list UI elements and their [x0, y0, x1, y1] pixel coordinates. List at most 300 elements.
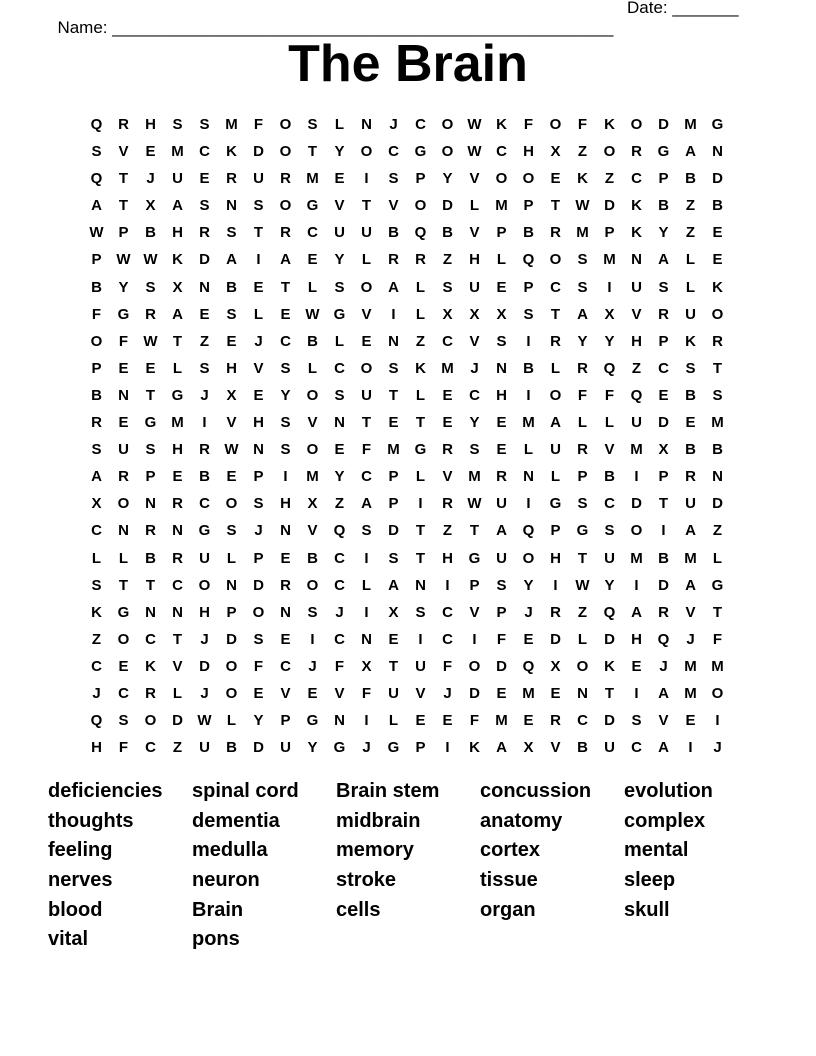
- grid-letter[interactable]: B: [685, 386, 696, 404]
- grid-letter[interactable]: V: [631, 305, 642, 323]
- grid-letter[interactable]: N: [712, 468, 723, 486]
- grid-letter[interactable]: A: [280, 251, 291, 269]
- grid-letter[interactable]: R: [118, 116, 129, 133]
- grid-letter[interactable]: U: [361, 386, 372, 404]
- grid-letter[interactable]: C: [658, 359, 669, 377]
- grid-letter[interactable]: S: [280, 359, 291, 377]
- grid-letter[interactable]: I: [202, 414, 207, 432]
- grid-letter[interactable]: X: [307, 495, 318, 513]
- grid-letter[interactable]: I: [310, 630, 315, 648]
- grid-letter[interactable]: H: [469, 251, 480, 269]
- grid-letter[interactable]: J: [443, 684, 452, 702]
- grid-letter[interactable]: C: [91, 522, 102, 540]
- grid-letter[interactable]: A: [226, 251, 237, 269]
- grid-letter[interactable]: G: [333, 739, 346, 757]
- grid-letter[interactable]: E: [523, 630, 534, 648]
- grid-letter[interactable]: G: [117, 603, 130, 621]
- grid-letter[interactable]: Z: [442, 522, 453, 540]
- grid-letter[interactable]: O: [225, 495, 238, 513]
- grid-letter[interactable]: Y: [604, 576, 615, 594]
- grid-letter[interactable]: S: [388, 549, 399, 567]
- grid-letter[interactable]: E: [172, 468, 183, 486]
- grid-letter[interactable]: B: [712, 441, 723, 459]
- grid-letter[interactable]: E: [442, 414, 453, 432]
- grid-letter[interactable]: T: [145, 576, 156, 594]
- grid-letter[interactable]: N: [415, 576, 426, 594]
- grid-letter[interactable]: S: [199, 359, 210, 377]
- grid-letter[interactable]: S: [226, 522, 237, 540]
- grid-letter[interactable]: G: [657, 143, 670, 161]
- grid-letter[interactable]: C: [631, 170, 642, 188]
- grid-letter[interactable]: S: [145, 441, 156, 459]
- grid-letter[interactable]: Z: [577, 603, 588, 621]
- grid-letter[interactable]: J: [308, 657, 317, 675]
- grid-letter[interactable]: R: [280, 170, 291, 188]
- grid-letter[interactable]: X: [550, 143, 561, 161]
- grid-letter[interactable]: K: [577, 170, 588, 188]
- grid-letter[interactable]: U: [550, 441, 561, 459]
- grid-letter[interactable]: S: [577, 495, 588, 513]
- grid-letter[interactable]: U: [199, 549, 210, 567]
- grid-letter[interactable]: E: [253, 684, 264, 702]
- grid-letter[interactable]: I: [526, 495, 531, 513]
- grid-letter[interactable]: T: [604, 684, 615, 702]
- grid-letter[interactable]: U: [469, 278, 480, 296]
- grid-letter[interactable]: E: [334, 441, 345, 459]
- grid-letter[interactable]: Z: [442, 251, 453, 269]
- grid-letter[interactable]: P: [496, 224, 507, 242]
- grid-letter[interactable]: I: [418, 495, 423, 513]
- grid-letter[interactable]: G: [549, 495, 562, 513]
- grid-letter[interactable]: G: [711, 576, 724, 594]
- grid-letter[interactable]: Q: [522, 251, 535, 269]
- grid-letter[interactable]: B: [523, 359, 534, 377]
- grid-letter[interactable]: Q: [90, 712, 103, 730]
- grid-letter[interactable]: O: [306, 576, 319, 594]
- grid-letter[interactable]: O: [360, 359, 373, 377]
- grid-letter[interactable]: O: [117, 495, 130, 513]
- grid-letter[interactable]: O: [495, 170, 508, 188]
- grid-letter[interactable]: I: [634, 684, 639, 702]
- grid-letter[interactable]: C: [631, 739, 642, 757]
- grid-letter[interactable]: S: [685, 359, 696, 377]
- grid-letter[interactable]: F: [253, 657, 264, 675]
- grid-letter[interactable]: X: [550, 657, 561, 675]
- grid-letter[interactable]: E: [199, 305, 210, 323]
- grid-letter[interactable]: B: [307, 332, 318, 350]
- grid-letter[interactable]: L: [307, 278, 318, 296]
- grid-letter[interactable]: G: [306, 197, 319, 215]
- grid-letter[interactable]: W: [575, 576, 590, 594]
- grid-letter[interactable]: S: [361, 522, 372, 540]
- grid-letter[interactable]: F: [253, 116, 264, 133]
- grid-letter[interactable]: I: [634, 468, 639, 486]
- grid-letter[interactable]: X: [469, 305, 480, 323]
- grid-letter[interactable]: S: [442, 278, 453, 296]
- grid-letter[interactable]: X: [361, 657, 372, 675]
- grid-letter[interactable]: A: [388, 576, 399, 594]
- grid-letter[interactable]: J: [389, 116, 398, 133]
- grid-letter[interactable]: M: [684, 549, 697, 567]
- grid-letter[interactable]: U: [685, 305, 696, 323]
- grid-letter[interactable]: Q: [657, 630, 670, 648]
- grid-letter[interactable]: R: [550, 603, 561, 621]
- grid-letter[interactable]: C: [577, 712, 588, 730]
- grid-letter[interactable]: C: [145, 739, 156, 757]
- grid-letter[interactable]: N: [280, 522, 291, 540]
- grid-letter[interactable]: Z: [199, 332, 210, 350]
- grid-letter[interactable]: H: [550, 549, 561, 567]
- grid-letter[interactable]: E: [145, 359, 156, 377]
- grid-letter[interactable]: C: [334, 630, 345, 648]
- grid-letter[interactable]: Y: [118, 278, 129, 296]
- grid-letter[interactable]: S: [145, 278, 156, 296]
- grid-letter[interactable]: G: [711, 116, 724, 133]
- grid-letter[interactable]: E: [361, 332, 372, 350]
- grid-letter[interactable]: N: [172, 522, 183, 540]
- grid-letter[interactable]: H: [280, 495, 291, 513]
- grid-letter[interactable]: I: [526, 332, 531, 350]
- grid-letter[interactable]: Z: [577, 143, 588, 161]
- grid-letter[interactable]: T: [361, 414, 372, 432]
- grid-letter[interactable]: Y: [658, 224, 669, 242]
- grid-letter[interactable]: Q: [414, 224, 427, 242]
- grid-letter[interactable]: E: [118, 657, 129, 675]
- grid-letter[interactable]: V: [172, 657, 183, 675]
- date-field[interactable]: Date: _______: [627, 0, 739, 17]
- grid-letter[interactable]: M: [441, 359, 454, 377]
- grid-letter[interactable]: B: [199, 468, 210, 486]
- grid-letter[interactable]: D: [658, 576, 669, 594]
- grid-letter[interactable]: R: [658, 305, 669, 323]
- grid-letter[interactable]: R: [631, 143, 642, 161]
- grid-letter[interactable]: E: [496, 441, 507, 459]
- grid-letter[interactable]: N: [226, 197, 237, 215]
- grid-letter[interactable]: I: [364, 549, 369, 567]
- grid-letter[interactable]: K: [226, 143, 237, 161]
- grid-letter[interactable]: F: [523, 116, 534, 133]
- grid-letter[interactable]: U: [496, 495, 507, 513]
- grid-letter[interactable]: J: [200, 684, 209, 702]
- grid-letter[interactable]: O: [117, 630, 130, 648]
- grid-letter[interactable]: P: [496, 603, 507, 621]
- grid-letter[interactable]: R: [577, 441, 588, 459]
- grid-letter[interactable]: B: [226, 278, 237, 296]
- grid-letter[interactable]: N: [145, 603, 156, 621]
- grid-letter[interactable]: E: [658, 386, 669, 404]
- grid-letter[interactable]: X: [604, 305, 615, 323]
- grid-letter[interactable]: R: [712, 332, 723, 350]
- grid-letter[interactable]: E: [307, 684, 318, 702]
- grid-letter[interactable]: F: [442, 657, 453, 675]
- grid-letter[interactable]: E: [496, 414, 507, 432]
- grid-letter[interactable]: D: [226, 630, 237, 648]
- grid-letter[interactable]: M: [495, 712, 508, 730]
- grid-letter[interactable]: T: [415, 414, 426, 432]
- grid-letter[interactable]: I: [283, 468, 288, 486]
- grid-letter[interactable]: E: [388, 414, 399, 432]
- grid-letter[interactable]: V: [442, 468, 453, 486]
- grid-letter[interactable]: M: [306, 170, 319, 188]
- grid-letter[interactable]: A: [685, 143, 696, 161]
- grid-letter[interactable]: S: [253, 197, 264, 215]
- grid-letter[interactable]: I: [715, 712, 720, 730]
- grid-letter[interactable]: E: [253, 278, 264, 296]
- grid-letter[interactable]: C: [361, 468, 372, 486]
- grid-letter[interactable]: S: [91, 576, 102, 594]
- grid-letter[interactable]: Y: [307, 739, 318, 757]
- grid-letter[interactable]: J: [200, 630, 209, 648]
- grid-letter[interactable]: Z: [685, 197, 696, 215]
- grid-letter[interactable]: X: [496, 305, 507, 323]
- grid-letter[interactable]: R: [442, 441, 453, 459]
- grid-letter[interactable]: R: [145, 305, 156, 323]
- grid-letter[interactable]: T: [577, 549, 588, 567]
- grid-letter[interactable]: C: [280, 657, 291, 675]
- grid-letter[interactable]: S: [307, 116, 318, 133]
- grid-letter[interactable]: Y: [334, 143, 345, 161]
- grid-letter[interactable]: Y: [334, 468, 345, 486]
- grid-letter[interactable]: I: [634, 576, 639, 594]
- grid-letter[interactable]: E: [496, 684, 507, 702]
- grid-letter[interactable]: F: [577, 116, 588, 133]
- grid-letter[interactable]: A: [361, 495, 372, 513]
- grid-letter[interactable]: V: [469, 332, 480, 350]
- grid-letter[interactable]: T: [712, 359, 723, 377]
- grid-letter[interactable]: O: [198, 576, 211, 594]
- grid-letter[interactable]: R: [91, 414, 102, 432]
- grid-letter[interactable]: T: [469, 522, 480, 540]
- grid-letter[interactable]: S: [496, 332, 507, 350]
- grid-letter[interactable]: T: [172, 630, 183, 648]
- grid-letter[interactable]: S: [388, 359, 399, 377]
- grid-letter[interactable]: N: [631, 251, 642, 269]
- grid-letter[interactable]: R: [172, 495, 183, 513]
- grid-letter[interactable]: E: [496, 278, 507, 296]
- grid-letter[interactable]: V: [334, 684, 345, 702]
- grid-letter[interactable]: N: [280, 603, 291, 621]
- grid-letter[interactable]: V: [253, 359, 264, 377]
- grid-letter[interactable]: S: [91, 441, 102, 459]
- grid-letter[interactable]: J: [470, 359, 479, 377]
- grid-letter[interactable]: T: [658, 495, 669, 513]
- grid-letter[interactable]: W: [197, 712, 212, 730]
- grid-letter[interactable]: W: [116, 251, 131, 269]
- grid-letter[interactable]: O: [279, 143, 292, 161]
- grid-letter[interactable]: N: [712, 143, 723, 161]
- grid-letter[interactable]: Q: [522, 522, 535, 540]
- grid-letter[interactable]: I: [526, 386, 531, 404]
- grid-letter[interactable]: O: [360, 278, 373, 296]
- grid-letter[interactable]: N: [253, 441, 264, 459]
- grid-letter[interactable]: D: [604, 197, 615, 215]
- grid-letter[interactable]: S: [118, 712, 129, 730]
- grid-letter[interactable]: S: [577, 278, 588, 296]
- grid-letter[interactable]: M: [711, 414, 724, 432]
- grid-letter[interactable]: J: [92, 684, 101, 702]
- grid-letter[interactable]: N: [118, 522, 129, 540]
- grid-letter[interactable]: E: [334, 170, 345, 188]
- grid-letter[interactable]: R: [145, 522, 156, 540]
- grid-letter[interactable]: B: [145, 549, 156, 567]
- grid-letter[interactable]: L: [496, 251, 507, 269]
- grid-letter[interactable]: P: [253, 468, 264, 486]
- grid-letter[interactable]: C: [91, 657, 102, 675]
- grid-letter[interactable]: I: [661, 522, 666, 540]
- grid-letter[interactable]: C: [415, 116, 426, 133]
- grid-letter[interactable]: N: [199, 278, 210, 296]
- grid-letter[interactable]: D: [604, 630, 615, 648]
- grid-letter[interactable]: S: [253, 630, 264, 648]
- grid-letter[interactable]: P: [388, 495, 399, 513]
- grid-letter[interactable]: F: [604, 386, 615, 404]
- grid-letter[interactable]: Q: [603, 359, 616, 377]
- grid-letter[interactable]: M: [468, 468, 481, 486]
- grid-letter[interactable]: S: [172, 116, 183, 133]
- grid-letter[interactable]: H: [631, 332, 642, 350]
- grid-letter[interactable]: H: [226, 359, 237, 377]
- grid-letter[interactable]: U: [280, 739, 291, 757]
- grid-letter[interactable]: C: [604, 495, 615, 513]
- name-field[interactable]: Name: _____________________________________________________: [57, 18, 614, 37]
- grid-letter[interactable]: C: [334, 359, 345, 377]
- grid-letter[interactable]: T: [118, 576, 129, 594]
- grid-letter[interactable]: F: [361, 684, 372, 702]
- grid-letter[interactable]: X: [91, 495, 102, 513]
- grid-letter[interactable]: L: [388, 712, 399, 730]
- grid-letter[interactable]: B: [442, 224, 453, 242]
- grid-letter[interactable]: L: [415, 278, 426, 296]
- grid-letter[interactable]: A: [658, 684, 669, 702]
- grid-letter[interactable]: N: [523, 468, 534, 486]
- grid-letter[interactable]: X: [145, 197, 156, 215]
- grid-letter[interactable]: S: [226, 224, 237, 242]
- grid-letter[interactable]: R: [658, 603, 669, 621]
- grid-letter[interactable]: P: [118, 224, 129, 242]
- grid-letter[interactable]: I: [607, 278, 612, 296]
- grid-letter[interactable]: O: [225, 657, 238, 675]
- grid-letter[interactable]: V: [118, 143, 129, 161]
- grid-letter[interactable]: P: [469, 576, 480, 594]
- grid-letter[interactable]: G: [576, 522, 589, 540]
- grid-letter[interactable]: P: [658, 170, 669, 188]
- grid-letter[interactable]: O: [576, 657, 589, 675]
- grid-letter[interactable]: M: [684, 657, 697, 675]
- grid-letter[interactable]: U: [388, 684, 399, 702]
- grid-letter[interactable]: L: [172, 684, 183, 702]
- grid-letter[interactable]: T: [415, 549, 426, 567]
- grid-letter[interactable]: S: [712, 386, 723, 404]
- grid-letter[interactable]: E: [118, 359, 129, 377]
- grid-letter[interactable]: D: [442, 197, 453, 215]
- grid-letter[interactable]: N: [226, 576, 237, 594]
- grid-letter[interactable]: K: [496, 116, 507, 133]
- grid-letter[interactable]: O: [549, 116, 562, 133]
- grid-letter[interactable]: E: [685, 712, 696, 730]
- grid-letter[interactable]: H: [496, 386, 507, 404]
- grid-letter[interactable]: Z: [415, 332, 426, 350]
- grid-letter[interactable]: N: [334, 712, 345, 730]
- grid-letter[interactable]: U: [199, 739, 210, 757]
- grid-letter[interactable]: S: [577, 251, 588, 269]
- grid-letter[interactable]: N: [496, 359, 507, 377]
- grid-letter[interactable]: U: [631, 414, 642, 432]
- grid-letter[interactable]: S: [199, 197, 210, 215]
- grid-letter[interactable]: T: [145, 386, 156, 404]
- grid-letter[interactable]: U: [118, 441, 129, 459]
- grid-letter[interactable]: J: [335, 603, 344, 621]
- grid-letter[interactable]: L: [361, 251, 372, 269]
- grid-letter[interactable]: B: [226, 739, 237, 757]
- grid-letter[interactable]: L: [253, 305, 264, 323]
- grid-letter[interactable]: J: [524, 603, 533, 621]
- grid-letter[interactable]: D: [712, 495, 723, 513]
- grid-letter[interactable]: O: [252, 603, 265, 621]
- grid-letter[interactable]: I: [364, 603, 369, 621]
- grid-letter[interactable]: B: [658, 549, 669, 567]
- grid-letter[interactable]: L: [604, 414, 615, 432]
- grid-letter[interactable]: B: [388, 224, 399, 242]
- grid-letter[interactable]: V: [469, 170, 480, 188]
- grid-letter[interactable]: P: [91, 359, 102, 377]
- grid-letter[interactable]: S: [631, 712, 642, 730]
- grid-letter[interactable]: G: [144, 414, 157, 432]
- grid-letter[interactable]: C: [307, 224, 318, 242]
- grid-letter[interactable]: G: [171, 386, 184, 404]
- grid-letter[interactable]: W: [143, 251, 158, 269]
- grid-letter[interactable]: P: [523, 197, 534, 215]
- grid-letter[interactable]: L: [415, 468, 426, 486]
- grid-letter[interactable]: A: [658, 251, 669, 269]
- grid-letter[interactable]: L: [91, 549, 102, 567]
- grid-letter[interactable]: O: [441, 116, 454, 133]
- grid-letter[interactable]: R: [685, 468, 696, 486]
- grid-letter[interactable]: G: [333, 305, 346, 323]
- grid-letter[interactable]: F: [577, 386, 588, 404]
- grid-letter[interactable]: I: [445, 739, 450, 757]
- grid-letter[interactable]: Q: [333, 522, 346, 540]
- grid-letter[interactable]: Q: [90, 170, 103, 188]
- grid-letter[interactable]: B: [91, 278, 102, 296]
- grid-letter[interactable]: E: [550, 170, 561, 188]
- grid-letter[interactable]: P: [523, 278, 534, 296]
- grid-letter[interactable]: H: [145, 116, 156, 133]
- grid-letter[interactable]: N: [577, 684, 588, 702]
- grid-letter[interactable]: D: [253, 739, 264, 757]
- grid-letter[interactable]: P: [604, 224, 615, 242]
- grid-letter[interactable]: M: [522, 684, 535, 702]
- grid-letter[interactable]: O: [522, 549, 535, 567]
- grid-letter[interactable]: Y: [280, 386, 291, 404]
- grid-letter[interactable]: D: [199, 657, 210, 675]
- grid-letter[interactable]: O: [603, 143, 616, 161]
- grid-letter[interactable]: J: [362, 739, 371, 757]
- grid-letter[interactable]: W: [305, 305, 320, 323]
- grid-letter[interactable]: E: [226, 332, 237, 350]
- grid-letter[interactable]: I: [553, 576, 558, 594]
- grid-letter[interactable]: T: [118, 197, 129, 215]
- grid-letter[interactable]: C: [442, 630, 453, 648]
- grid-letter[interactable]: W: [467, 495, 482, 513]
- grid-letter[interactable]: S: [334, 278, 345, 296]
- grid-letter[interactable]: R: [226, 170, 237, 188]
- grid-letter[interactable]: X: [523, 739, 534, 757]
- grid-letter[interactable]: D: [631, 495, 642, 513]
- grid-letter[interactable]: B: [91, 386, 102, 404]
- grid-letter[interactable]: E: [550, 684, 561, 702]
- grid-letter[interactable]: B: [577, 739, 588, 757]
- grid-letter[interactable]: S: [658, 278, 669, 296]
